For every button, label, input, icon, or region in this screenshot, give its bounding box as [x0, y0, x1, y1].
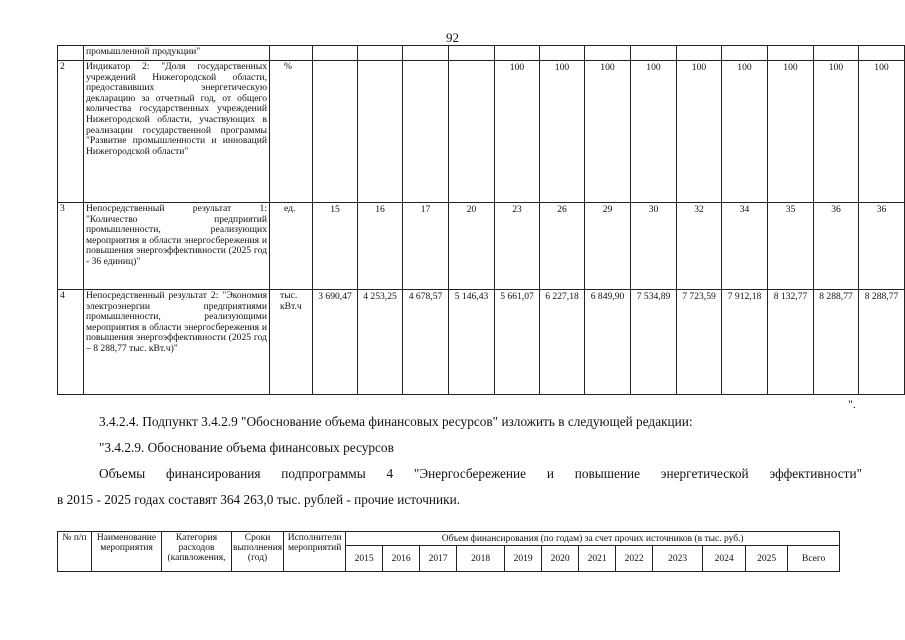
financing-table	[57, 531, 840, 572]
value-cell: 7 534,89	[631, 290, 677, 395]
row-number: 4	[58, 290, 84, 395]
value-cell: 7 723,59	[677, 290, 722, 395]
row-unit: ед.	[270, 203, 313, 290]
value-cell: 3 690,47	[313, 290, 358, 395]
column-header-number: № п/п	[58, 532, 92, 572]
value-cell: 100	[768, 61, 814, 203]
value-cell: 7 912,18	[722, 290, 768, 395]
value-cell: 4 678,57	[403, 290, 449, 395]
table-row	[58, 203, 905, 290]
value-cell: 100	[859, 61, 905, 203]
row-name: Индикатор 2: "Доля государственных учреждений Нижегородской области, предоставивших энергетическую декларацию за отчетный год, от общего количества государственных учреждений Нижегородской области, участвующих в реализации государственной программы "Развитие промышленности и инноваций Нижегородской области"	[84, 61, 270, 203]
value-cell: 8 288,77	[814, 290, 859, 395]
value-cell: 6 849,90	[585, 290, 631, 395]
value-cell: 29	[585, 203, 631, 290]
value-cell: 100	[631, 61, 677, 203]
value-cell: 100	[540, 61, 585, 203]
value-cell: 34	[722, 203, 768, 290]
column-header-year: 2025	[746, 546, 788, 572]
value-cell: 6 227,18	[540, 290, 585, 395]
page-number: 92	[446, 30, 459, 45]
value-cell: 100	[495, 61, 540, 203]
value-cell: 5 661,07	[495, 290, 540, 395]
value-cell: 17	[403, 203, 449, 290]
paragraph-volume-line2: в 2015 - 2025 годах составят 364 263,0 тыс. рублей - прочие источники.	[57, 492, 461, 507]
row-unit: %	[270, 61, 313, 203]
value-cell: 32	[677, 203, 722, 290]
value-cell: 26	[540, 203, 585, 290]
table-header-row	[58, 532, 840, 546]
value-cell	[403, 61, 449, 203]
table-row	[58, 46, 905, 61]
closing-quote: ".	[848, 397, 856, 411]
column-header-name: Наименование мероприятия	[92, 532, 162, 572]
indicators-table	[57, 45, 905, 395]
value-cell: 100	[677, 61, 722, 203]
row-name: промышленной продукции"	[84, 46, 270, 61]
value-cell: 100	[814, 61, 859, 203]
column-header-executors: Исполнители мероприятий	[284, 532, 346, 572]
value-cell: 5 146,43	[449, 290, 495, 395]
column-header-category: Категория расходов (капвложения,	[162, 532, 232, 572]
paragraph-amendment: 3.4.2.4. Подпункт 3.4.2.9 "Обоснование объема финансовых ресурсов" изложить в следующей редакции:	[99, 414, 693, 429]
column-header-year: 2018	[457, 546, 505, 572]
column-header-year: 2021	[579, 546, 616, 572]
value-cell: 8 132,77	[768, 290, 814, 395]
value-cell	[313, 61, 358, 203]
column-header-volume: Объем финансирования (по годам) за счет прочих источников (в тыс. руб.)	[346, 532, 840, 546]
row-unit: тыс. кВт.ч	[270, 290, 313, 395]
column-header-year: 2019	[505, 546, 542, 572]
column-header-total: Всего	[788, 546, 840, 572]
value-cell: 8 288,77	[859, 290, 905, 395]
column-header-year: 2016	[383, 546, 420, 572]
column-header-terms: Сроки выполнения (год)	[232, 532, 284, 572]
value-cell: 4 253,25	[358, 290, 403, 395]
value-cell: 36	[814, 203, 859, 290]
value-cell: 15	[313, 203, 358, 290]
column-header-year: 2017	[420, 546, 457, 572]
row-name: Непосредственный результат 1: "Количество предприятий промышленности, реализующих мероприятия в области энергосбережения и повышения энергоэффективности (2025 год - 36 единиц)"	[84, 203, 270, 290]
table-row	[58, 61, 905, 203]
value-cell: 100	[585, 61, 631, 203]
value-cell: 100	[722, 61, 768, 203]
column-header-year: 2023	[653, 546, 703, 572]
row-number: 3	[58, 203, 84, 290]
value-cell: 23	[495, 203, 540, 290]
value-cell	[449, 61, 495, 203]
paragraph-heading: "3.4.2.9. Обоснование объема финансовых ресурсов	[99, 440, 394, 455]
column-header-year: 2015	[346, 546, 383, 572]
row-number: 2	[58, 61, 84, 203]
value-cell: 35	[768, 203, 814, 290]
value-cell: 20	[449, 203, 495, 290]
paragraph-volume-line1: Объемы финансирования подпрограммы 4 "Энергосбережение и повышение энергетической эффективности"	[99, 466, 862, 481]
value-cell: 16	[358, 203, 403, 290]
column-header-year: 2022	[616, 546, 653, 572]
column-header-year: 2020	[542, 546, 579, 572]
table-row	[58, 290, 905, 395]
value-cell	[358, 61, 403, 203]
row-name: Непосредственный результат 2: "Экономия электроэнергии предприятиями промышленности, реализующими мероприятия в области энергосбережения и повышения энергоэффективности (2025 год – 8 288,77 тыс. кВт.ч)"	[84, 290, 270, 395]
column-header-year: 2024	[703, 546, 746, 572]
value-cell: 36	[859, 203, 905, 290]
value-cell: 30	[631, 203, 677, 290]
